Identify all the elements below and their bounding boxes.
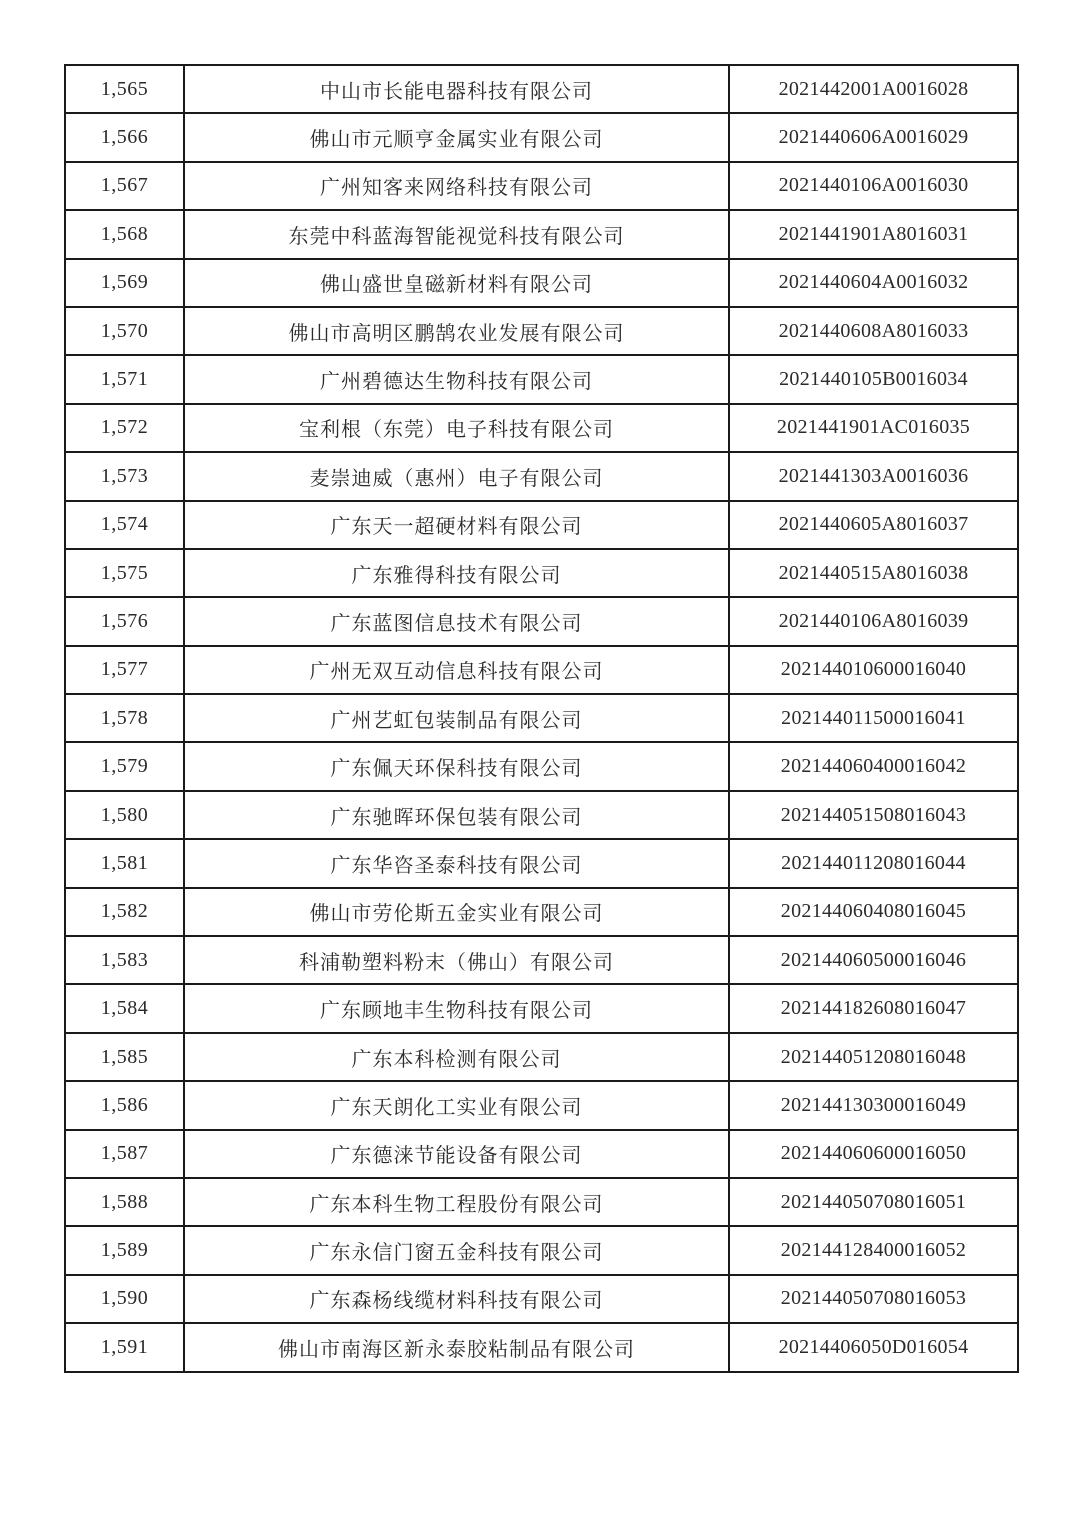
- table-row: [65, 597, 1018, 645]
- registration-code-cell: 2021440604A0016032: [729, 259, 1018, 307]
- serial-number-cell: 1,578: [65, 694, 184, 742]
- table-row: [65, 65, 1018, 113]
- serial-number-cell: 1,584: [65, 984, 184, 1032]
- table-row: [65, 984, 1018, 1032]
- registration-code-cell: 2021440106A8016039: [729, 597, 1018, 645]
- company-name-cell: 广东森杨线缆材料科技有限公司: [184, 1275, 729, 1323]
- company-name-cell: 广东华咨圣泰科技有限公司: [184, 839, 729, 887]
- registration-code-cell: 2021441901A8016031: [729, 210, 1018, 258]
- company-name-cell: 东莞中科蓝海智能视觉科技有限公司: [184, 210, 729, 258]
- serial-number-cell: 1,589: [65, 1226, 184, 1274]
- table-row: [65, 1033, 1018, 1081]
- serial-number-cell: 1,565: [65, 65, 184, 113]
- table-row: [65, 259, 1018, 307]
- table-row: [65, 1130, 1018, 1178]
- registration-code-cell: 202144128400016052: [729, 1226, 1018, 1274]
- company-name-cell: 麦崇迪威（惠州）电子有限公司: [184, 452, 729, 500]
- company-name-cell: 广东雅得科技有限公司: [184, 549, 729, 597]
- company-name-cell: 佛山市劳伦斯五金实业有限公司: [184, 888, 729, 936]
- serial-number-cell: 1,571: [65, 355, 184, 403]
- serial-number-cell: 1,577: [65, 646, 184, 694]
- company-name-cell: 广东本科检测有限公司: [184, 1033, 729, 1081]
- serial-number-cell: 1,583: [65, 936, 184, 984]
- table-row: [65, 1323, 1018, 1371]
- serial-number-cell: 1,574: [65, 501, 184, 549]
- serial-number-cell: 1,586: [65, 1081, 184, 1129]
- table-row: [65, 742, 1018, 790]
- registration-code-cell: 2021440105B0016034: [729, 355, 1018, 403]
- table-row: [65, 452, 1018, 500]
- registration-code-cell: 202144060408016045: [729, 888, 1018, 936]
- registration-code-cell: 202144051208016048: [729, 1033, 1018, 1081]
- serial-number-cell: 1,580: [65, 791, 184, 839]
- serial-number-cell: 1,588: [65, 1178, 184, 1226]
- table-row: [65, 549, 1018, 597]
- company-name-cell: 广州碧德达生物科技有限公司: [184, 355, 729, 403]
- table-row: [65, 936, 1018, 984]
- registration-code-cell: 202144060400016042: [729, 742, 1018, 790]
- company-name-cell: 中山市长能电器科技有限公司: [184, 65, 729, 113]
- registration-code-cell: 2021441901AC016035: [729, 404, 1018, 452]
- table-row: [65, 307, 1018, 355]
- table-row: [65, 1226, 1018, 1274]
- registration-code-cell: 202144051508016043: [729, 791, 1018, 839]
- table-row: [65, 694, 1018, 742]
- table-row: [65, 646, 1018, 694]
- registration-code-cell: 2021440605A8016037: [729, 501, 1018, 549]
- serial-number-cell: 1,573: [65, 452, 184, 500]
- company-name-cell: 广州艺虹包装制品有限公司: [184, 694, 729, 742]
- table-row: [65, 404, 1018, 452]
- company-name-cell: 佛山盛世皇磁新材料有限公司: [184, 259, 729, 307]
- registration-code-cell: 202144060500016046: [729, 936, 1018, 984]
- registration-code-cell: 2021442001A0016028: [729, 65, 1018, 113]
- table-row: [65, 1178, 1018, 1226]
- registration-code-cell: 2021441303A0016036: [729, 452, 1018, 500]
- company-name-cell: 广东驰晖环保包装有限公司: [184, 791, 729, 839]
- serial-number-cell: 1,572: [65, 404, 184, 452]
- serial-number-cell: 1,568: [65, 210, 184, 258]
- serial-number-cell: 1,566: [65, 113, 184, 161]
- table-row: [65, 791, 1018, 839]
- company-name-cell: 佛山市南海区新永泰胶粘制品有限公司: [184, 1323, 729, 1371]
- company-name-cell: 佛山市元顺亨金属实业有限公司: [184, 113, 729, 161]
- table-row: [65, 839, 1018, 887]
- serial-number-cell: 1,567: [65, 162, 184, 210]
- registration-code-cell: 202144130300016049: [729, 1081, 1018, 1129]
- serial-number-cell: 1,587: [65, 1130, 184, 1178]
- registration-code-cell: 202144050708016051: [729, 1178, 1018, 1226]
- company-name-cell: 宝利根（东莞）电子科技有限公司: [184, 404, 729, 452]
- serial-number-cell: 1,591: [65, 1323, 184, 1371]
- company-name-cell: 广东永信门窗五金科技有限公司: [184, 1226, 729, 1274]
- table-row: [65, 162, 1018, 210]
- table-row: [65, 113, 1018, 161]
- registration-code-cell: 2021440515A8016038: [729, 549, 1018, 597]
- serial-number-cell: 1,585: [65, 1033, 184, 1081]
- company-name-cell: 广东本科生物工程股份有限公司: [184, 1178, 729, 1226]
- company-name-cell: 广东佩天环保科技有限公司: [184, 742, 729, 790]
- serial-number-cell: 1,582: [65, 888, 184, 936]
- company-name-cell: 科浦勒塑料粉末（佛山）有限公司: [184, 936, 729, 984]
- registration-code-cell: 20214406050D016054: [729, 1323, 1018, 1371]
- company-name-cell: 广州无双互动信息科技有限公司: [184, 646, 729, 694]
- registration-code-cell: 202144182608016047: [729, 984, 1018, 1032]
- registration-code-cell: 202144011208016044: [729, 839, 1018, 887]
- serial-number-cell: 1,575: [65, 549, 184, 597]
- table-row: [65, 210, 1018, 258]
- registration-code-cell: 202144011500016041: [729, 694, 1018, 742]
- serial-number-cell: 1,590: [65, 1275, 184, 1323]
- registration-code-cell: 2021440608A8016033: [729, 307, 1018, 355]
- company-name-cell: 广东顾地丰生物科技有限公司: [184, 984, 729, 1032]
- table-row: [65, 888, 1018, 936]
- table-row: [65, 1081, 1018, 1129]
- company-name-cell: 广东天朗化工实业有限公司: [184, 1081, 729, 1129]
- serial-number-cell: 1,570: [65, 307, 184, 355]
- company-name-cell: 广东天一超硬材料有限公司: [184, 501, 729, 549]
- company-name-cell: 佛山市高明区鹏鹄农业发展有限公司: [184, 307, 729, 355]
- company-registry-table: [64, 64, 1019, 1373]
- registration-code-cell: 2021440606A0016029: [729, 113, 1018, 161]
- serial-number-cell: 1,569: [65, 259, 184, 307]
- registry-table-body: [65, 65, 1018, 1372]
- registration-code-cell: 202144060600016050: [729, 1130, 1018, 1178]
- table-row: [65, 501, 1018, 549]
- company-name-cell: 广州知客来网络科技有限公司: [184, 162, 729, 210]
- registration-code-cell: 2021440106A0016030: [729, 162, 1018, 210]
- registration-code-cell: 202144010600016040: [729, 646, 1018, 694]
- registration-code-cell: 202144050708016053: [729, 1275, 1018, 1323]
- serial-number-cell: 1,579: [65, 742, 184, 790]
- company-name-cell: 广东德涞节能设备有限公司: [184, 1130, 729, 1178]
- serial-number-cell: 1,576: [65, 597, 184, 645]
- serial-number-cell: 1,581: [65, 839, 184, 887]
- company-name-cell: 广东蓝图信息技术有限公司: [184, 597, 729, 645]
- table-row: [65, 355, 1018, 403]
- table-row: [65, 1275, 1018, 1323]
